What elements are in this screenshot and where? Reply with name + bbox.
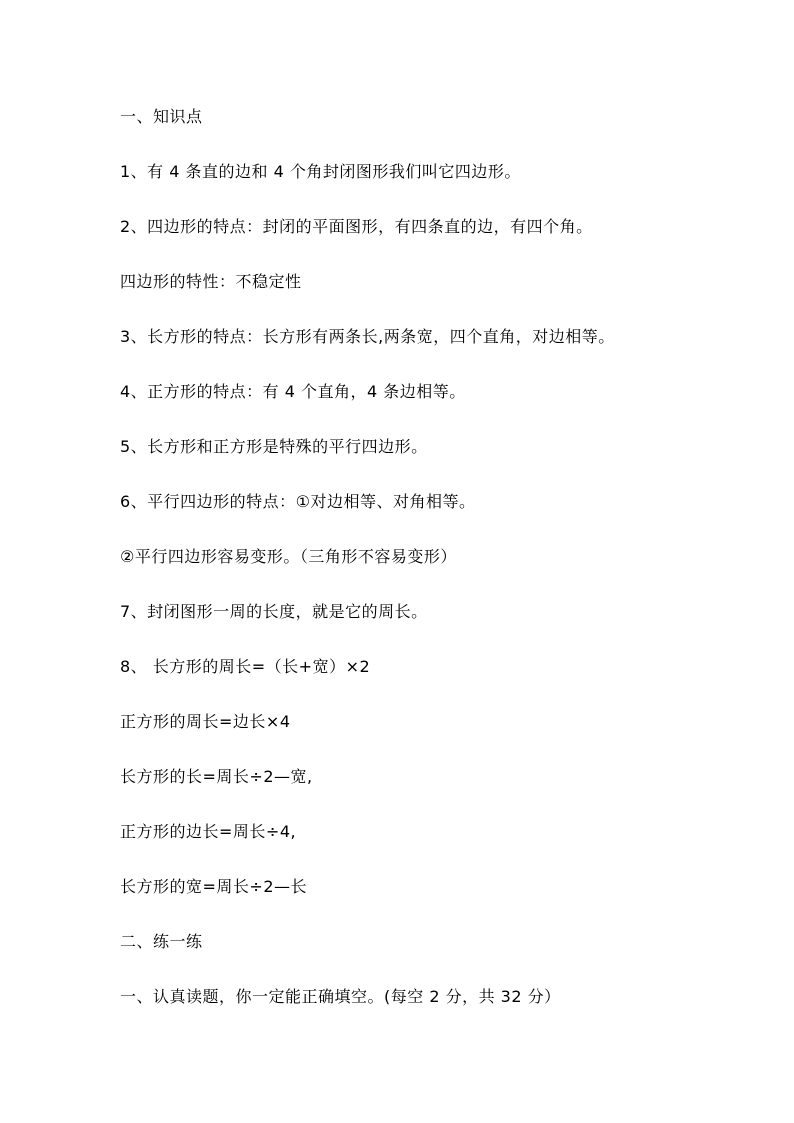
- text-line-14: 长方形的宽=周长÷2—长: [120, 877, 307, 896]
- text-line-1: 1、有 4 条直的边和 4 个角封闭图形我们叫它四边形。: [120, 162, 521, 181]
- text-line-6: 5、长方形和正方形是特殊的平行四边形。: [120, 437, 428, 456]
- text-line-5: 4、正方形的特点：有 4 个直角，4 条边相等。: [120, 382, 466, 401]
- text-line-13: 正方形的边长=周长÷4,: [120, 822, 297, 841]
- exercise-instruction: 一、认真读题，你一定能正确填空。(每空 2 分，共 32 分）: [120, 987, 561, 1006]
- text-line-3: 四边形的特性：不稳定性: [120, 272, 302, 291]
- text-line-7: 6、平行四边形的特点：①对边相等、对角相等。: [120, 492, 476, 511]
- text-line-11: 正方形的周长=边长×4: [120, 712, 291, 731]
- text-line-10: 8、 长方形的周长=（长+宽）×2: [120, 657, 371, 676]
- text-line-12: 长方形的长=周长÷2—宽,: [120, 767, 313, 786]
- section-heading-practice: 二、练一练: [120, 932, 203, 951]
- text-line-4: 3、长方形的特点：长方形有两条长,两条宽，四个直角，对边相等。: [120, 327, 615, 346]
- text-line-2: 2、四边形的特点：封闭的平面图形，有四条直的边，有四个角。: [120, 217, 593, 236]
- text-line-8: ②平行四边形容易变形。（三角形不容易变形）: [120, 547, 457, 566]
- text-line-9: 7、封闭图形一周的长度，就是它的周长。: [120, 602, 428, 621]
- section-heading-knowledge: 一、知识点: [120, 107, 203, 126]
